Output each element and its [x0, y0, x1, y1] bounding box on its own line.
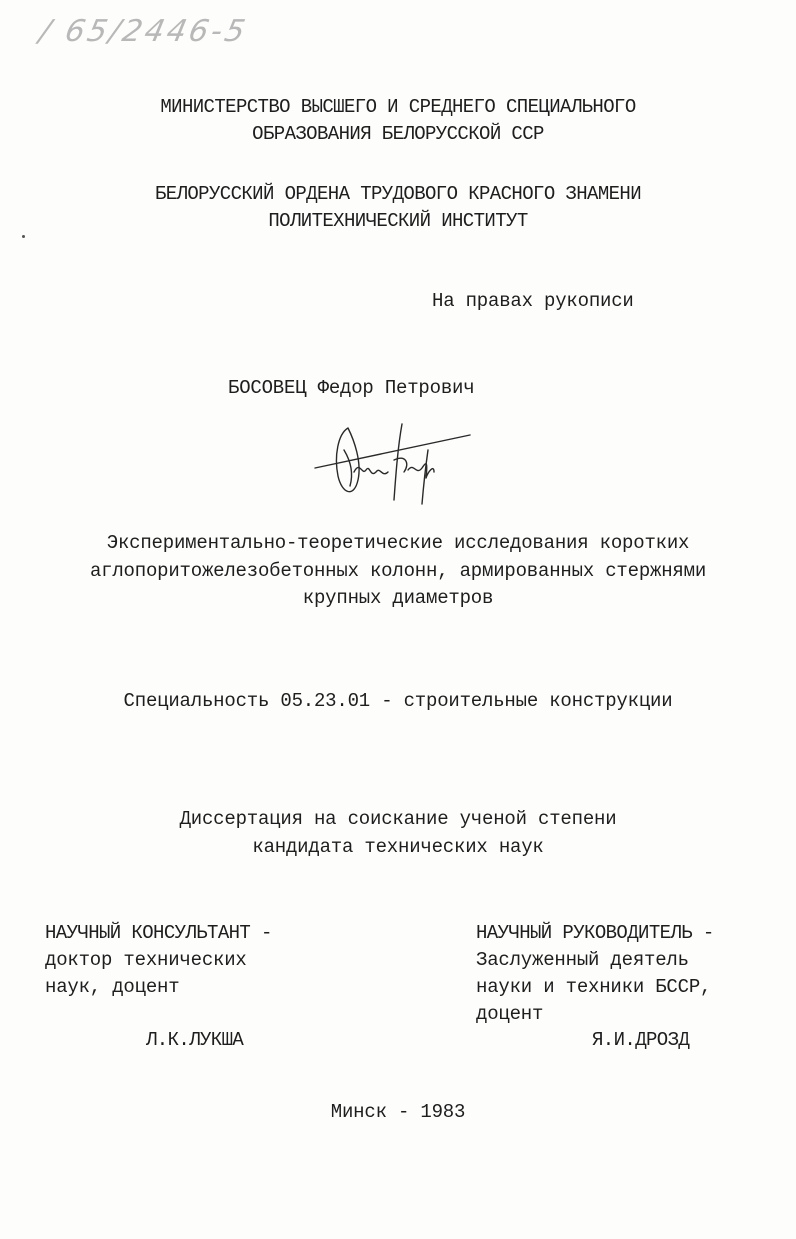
degree-line-1: Диссертация на соискание ученой степени: [179, 808, 617, 830]
consultant-role: НАУЧНЫЙ КОНСУЛЬТАНТ -: [45, 922, 272, 944]
dissertation-title-line-3: крупных диаметров: [302, 587, 494, 609]
specialty-line: Специальность 05.23.01 - строительные конструкции: [123, 690, 673, 712]
supervisor-role: НАУЧНЫЙ РУКОВОДИТЕЛЬ -: [476, 922, 714, 944]
ink-speck: [22, 235, 25, 238]
supervisor-title-line-3: доцент: [476, 1003, 544, 1025]
rights-note: На правах рукописи: [432, 290, 634, 312]
consultant-title-line-2: наук, доцент: [45, 976, 180, 998]
ministry-line-1: МИНИСТЕРСТВО ВЫСШЕГО И СРЕДНЕГО СПЕЦИАЛЬНОГО: [160, 96, 636, 118]
place-and-year: Минск - 1983: [330, 1101, 466, 1123]
institute-line-1: БЕЛОРУССКИЙ ОРДЕНА ТРУДОВОГО КРАСНОГО ЗНАМЕНИ: [154, 183, 642, 205]
consultant-name: Л.К.ЛУКША: [146, 1029, 244, 1051]
dissertation-title-line-1: Экспериментально-теоретические исследования коротких: [106, 532, 690, 554]
consultant-title-line-1: доктор технических: [45, 949, 247, 971]
degree-line-2: кандидата технических наук: [252, 836, 544, 858]
author-name: БОСОВЕЦ Федор Петрович: [228, 377, 475, 399]
supervisor-name: Я.И.ДРОЗД: [592, 1029, 690, 1051]
author-signature: [310, 420, 480, 515]
ministry-line-2: ОБРАЗОВАНИЯ БЕЛОРУССКОЙ ССР: [252, 123, 544, 145]
supervisor-title-line-2: науки и техники БССР,: [476, 976, 712, 998]
institute-line-2: ПОЛИТЕХНИЧЕСКИЙ ИНСТИТУТ: [268, 210, 528, 232]
dissertation-title-line-2: аглопоритожелезобетонных колонн, армированных стержнями: [89, 560, 707, 582]
handwritten-archive-note: / 65/2446-5: [36, 14, 251, 49]
supervisor-title-line-1: Заслуженный деятель: [476, 949, 689, 971]
